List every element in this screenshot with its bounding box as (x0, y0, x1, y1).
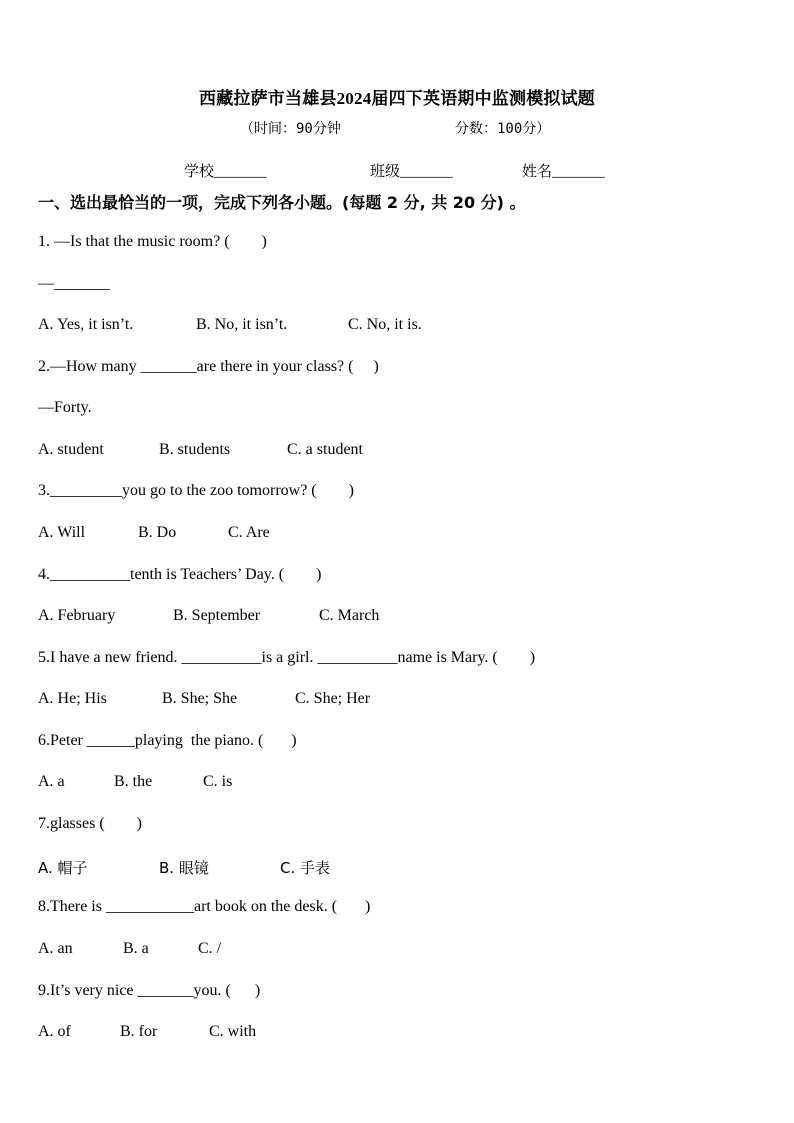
option-a: A. He; His (38, 690, 107, 707)
name-field: 姓名_______ (522, 164, 605, 180)
option-a: A. an (38, 940, 73, 957)
option-c: C. with (209, 1023, 257, 1040)
question-2-reply: —Forty. (38, 399, 92, 416)
question-5-stem: 5.I have a new friend. __________is a girl. __________name is Mary. ( ) (38, 649, 536, 666)
class-field: 班级_______ (370, 164, 453, 180)
section-title: 一、选出最恰当的一项，完成下列各小题。(每题 2 分, 共 20 分) 。 (38, 193, 526, 212)
question-2-stem: 2.—How many _______are there in your class? ( ) (38, 358, 379, 375)
option-b: B. No, it isn’t. (196, 316, 288, 333)
exam-title: 西藏拉萨市当雄县2024届四下英语期中监测模拟试题 (199, 89, 595, 108)
option-c: C. is (203, 773, 233, 790)
option-b: B. 眼镜 (159, 859, 209, 877)
option-a: A. 帽子 (38, 859, 88, 877)
option-a: A. student (38, 441, 104, 458)
option-a: A. Will (38, 524, 86, 541)
option-c: C. / (198, 940, 222, 957)
option-a: A. Yes, it isn’t. (38, 316, 134, 333)
question-7-stem: 7.glasses ( ) (38, 815, 142, 832)
option-c: C. a student (287, 441, 363, 458)
option-c: C. No, it is. (348, 316, 422, 333)
option-b: B. She; She (162, 690, 238, 707)
exam-time: （时间：90分钟 (240, 121, 341, 137)
question-8-stem: 8.There is ___________art book on the desk. ( ) (38, 898, 371, 915)
option-a: A. a (38, 773, 65, 790)
option-b: B. the (114, 773, 153, 790)
option-c: C. Are (228, 524, 270, 541)
question-1-answer-line: —_______ (38, 275, 110, 292)
option-b: B. September (173, 607, 261, 624)
question-4-stem: 4.__________tenth is Teachers’ Day. ( ) (38, 566, 322, 583)
option-b: B. students (159, 441, 231, 458)
school-field: 学校_______ (184, 164, 267, 180)
option-c: C. She; Her (295, 690, 371, 707)
option-c: C. 手表 (280, 859, 331, 877)
question-6-stem: 6.Peter ______playing the piano. ( ) (38, 732, 297, 749)
option-b: B. a (123, 940, 149, 957)
option-a: A. of (38, 1023, 71, 1040)
option-a: A. February (38, 607, 116, 624)
option-b: B. Do (138, 524, 177, 541)
option-b: B. for (120, 1023, 158, 1040)
question-1-stem: 1. —Is that the music room? ( ) (38, 233, 267, 250)
option-c: C. March (319, 607, 380, 624)
question-3-stem: 3._________you go to the zoo tomorrow? ( ) (38, 482, 354, 499)
question-9-stem: 9.It’s very nice _______you. ( ) (38, 982, 261, 999)
exam-score: 分数：100分） (455, 121, 551, 137)
